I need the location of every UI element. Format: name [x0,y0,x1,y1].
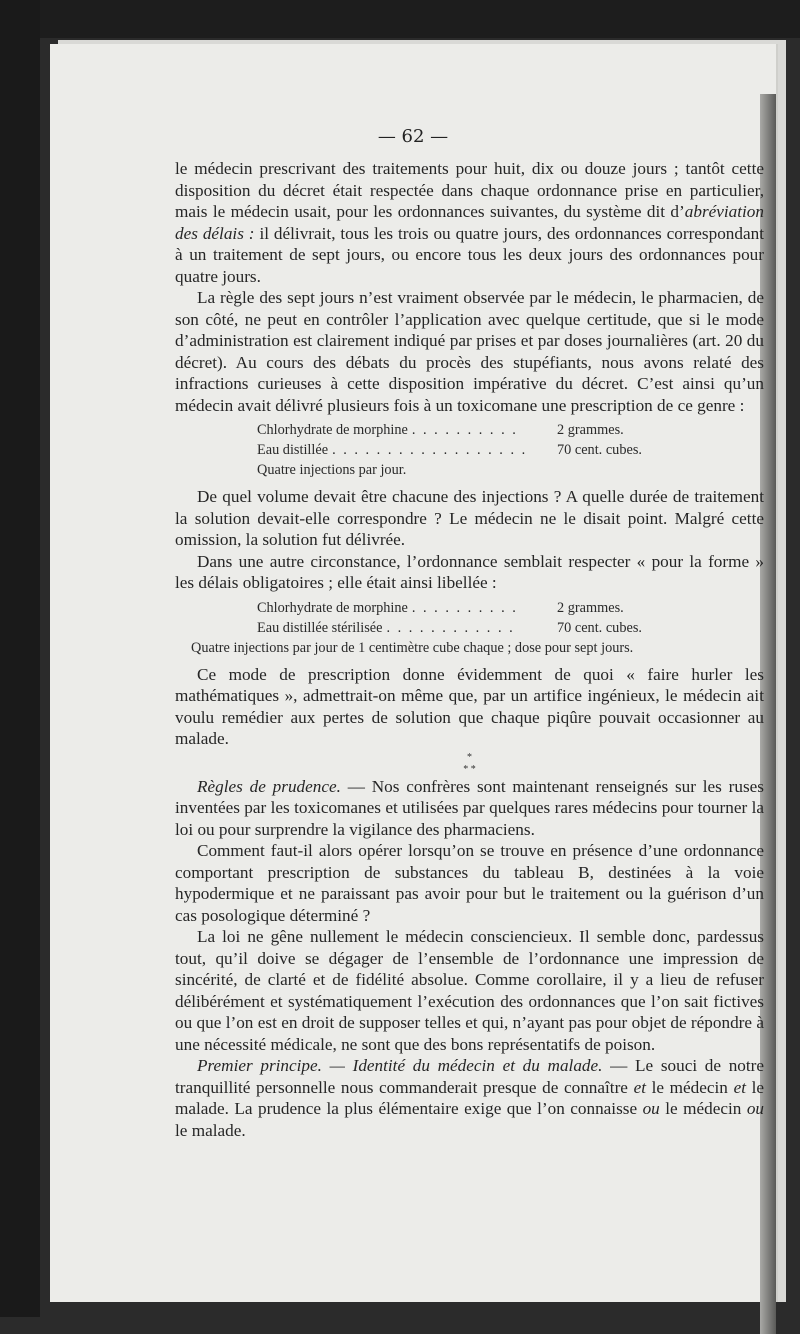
prescription-quantity: 2 grammes. [557,422,624,438]
prescription-2 [175,598,764,658]
section-separator-asterism [175,752,764,776]
paragraph-9-text: le malade. La prudence la plus élémentaire exige que l’on connaisse [175,1077,765,1118]
page-number: — 62 — [377,126,449,147]
prescription-2-line-2 [175,618,677,638]
italic-word: et [633,1077,646,1097]
prescription-item: Chlorhydrate de morphine [257,599,408,616]
italic-word: ou [746,1099,764,1118]
italic-word: ou [642,1099,660,1118]
asterism-top: * [467,751,472,763]
paragraph-9-text: le malade. [175,1120,246,1140]
prescription-1 [175,420,764,480]
prescription-quantity: 70 cent. cubes. [557,619,642,636]
book-page [50,44,776,1302]
prescription-item: Chlorhydrate de morphine [257,422,408,438]
paragraph-1-end: il délivrait, tous les trois ou quatre jours, des ordonnances correspondant à un traitement de sept jours, ou encore tous les deux jours des ordonnances pour quatre jours. [175,223,764,286]
paragraph-9 [175,1055,764,1141]
page-text [175,158,764,1141]
paragraph-9-text: le médecin [659,1099,747,1118]
paragraph-3: De quel volume devait être chacune des injections ? A quelle durée de traitement la solution devait-elle correspondre ? Le médecin ne le disait point. Malgré cette omission, la solution fut délivrée. [175,487,764,549]
paragraph-9-text: le médecin [645,1077,734,1097]
leader-dots: . . . . . . . . . . [411,599,518,616]
prescription-1-line-2 [175,440,677,460]
paragraph-1-italic: abréviation des délais : [175,202,764,243]
prescription-quantity: 70 cent. cubes. [557,442,642,458]
prescription-quantity: 2 grammes. [557,599,624,616]
prescription-1-note: Quatre injections par jour. [257,462,407,478]
prescription-item: Eau distillée [257,442,329,458]
leader-dots: . . . . . . . . . . . . [386,619,515,636]
prescription-1-line-1 [175,420,677,440]
section-heading-italic: Règles de prudence. [197,776,341,796]
leader-dots: . . . . . . . . . . [411,422,518,438]
paragraph-1-text: le médecin prescrivant des traitements pour huit, dix ou douze jours ; tantôt cette disposition du décret était respectée dans chaque ordonnance prise en particulier, mais le médecin usait, pour les ordonnances suivantes, du système dit d’ [175,159,764,221]
paragraph-1 [175,158,764,287]
paragraph-6 [175,776,764,841]
prescription-2-line-1 [175,598,677,618]
paragraph-6-text: — Nos confrères sont maintenant renseignés sur les ruses inventées par les toxicomanes et utilisées par quelques rares médecins pour tourner la loi ou pour surprendre la vigilance des pharmaciens. [175,776,764,839]
leader-dots: . . . . . . . . . . . . . . . . . . [332,442,528,458]
prescription-2-note: Quatre injections par jour de 1 centimètre cube chaque ; dose pour sept jours. [191,639,634,656]
paragraph-2: La règle des sept jours n’est vraiment observée par le médecin, le pharmacien, de son côté, ne peut en contrôler l’application avec quelque certitude, que si le mode d’administration est clairement indiqué par prises et par doses journalières (art. 20 du décret). Au cours des débats du procès des stupéfiants, nous avons relaté des infractions curieuses à cette disposition impérative du décret. C’est ainsi qu’un médecin avait délivré plusieurs fois à un toxicomane une prescription de ce genre : [175,288,764,415]
paragraph-5: Ce mode de prescription donne évidemment de quoi « faire hurler les mathématiques », admettrait-on même que, par un artifice ingénieux, le médecin ait voulu remédier aux pertes de solution que chaque piqûre pouvait occasionner au malade. [175,664,764,748]
prescription-item: Eau distillée stérilisée [257,619,383,636]
scan-background-top [0,0,800,38]
paragraph-8: La loi ne gêne nullement le médecin consciencieux. Il semble donc, pardessus tout, qu’il doive se dégager de l’ensemble de l’ordonnance une impression de sincérité, de clarté et de fidélité absolue. Comme corollaire, il y a lieu de refuser délibérément et systématiquement l’exécution des ordonnances que l’on sait fictives ou que l’on est en droit de supposer telles et qui, n’ayant pas pour objet de répondre à une nécessité médicale, ne sont que des bons représentatifs de poison. [175,927,764,1054]
principle-heading-italic: Premier principe. — Identité du médecin et du malade. [197,1056,603,1075]
italic-word: et [733,1077,746,1097]
scan-background-left [0,0,40,1317]
paragraph-9-text: — Le souci de notre tranquillité personnelle nous commanderait presque de connaître [175,1056,765,1097]
paragraph-7: Comment faut-il alors opérer lorsqu’on se trouve en présence d’une ordonnance comportant prescription de substances du tableau B, destinées à la voie hypodermique et ne paraissant pas avoir pour but le traitement ou la guérison d’un cas posologique déterminé ? [175,841,764,925]
paragraph-4: Dans une autre circonstance, l’ordonnance semblait respecter « pour la forme » les délais obligatoires ; elle était ainsi libellée : [175,551,764,592]
asterism-bottom: * * [463,763,476,775]
